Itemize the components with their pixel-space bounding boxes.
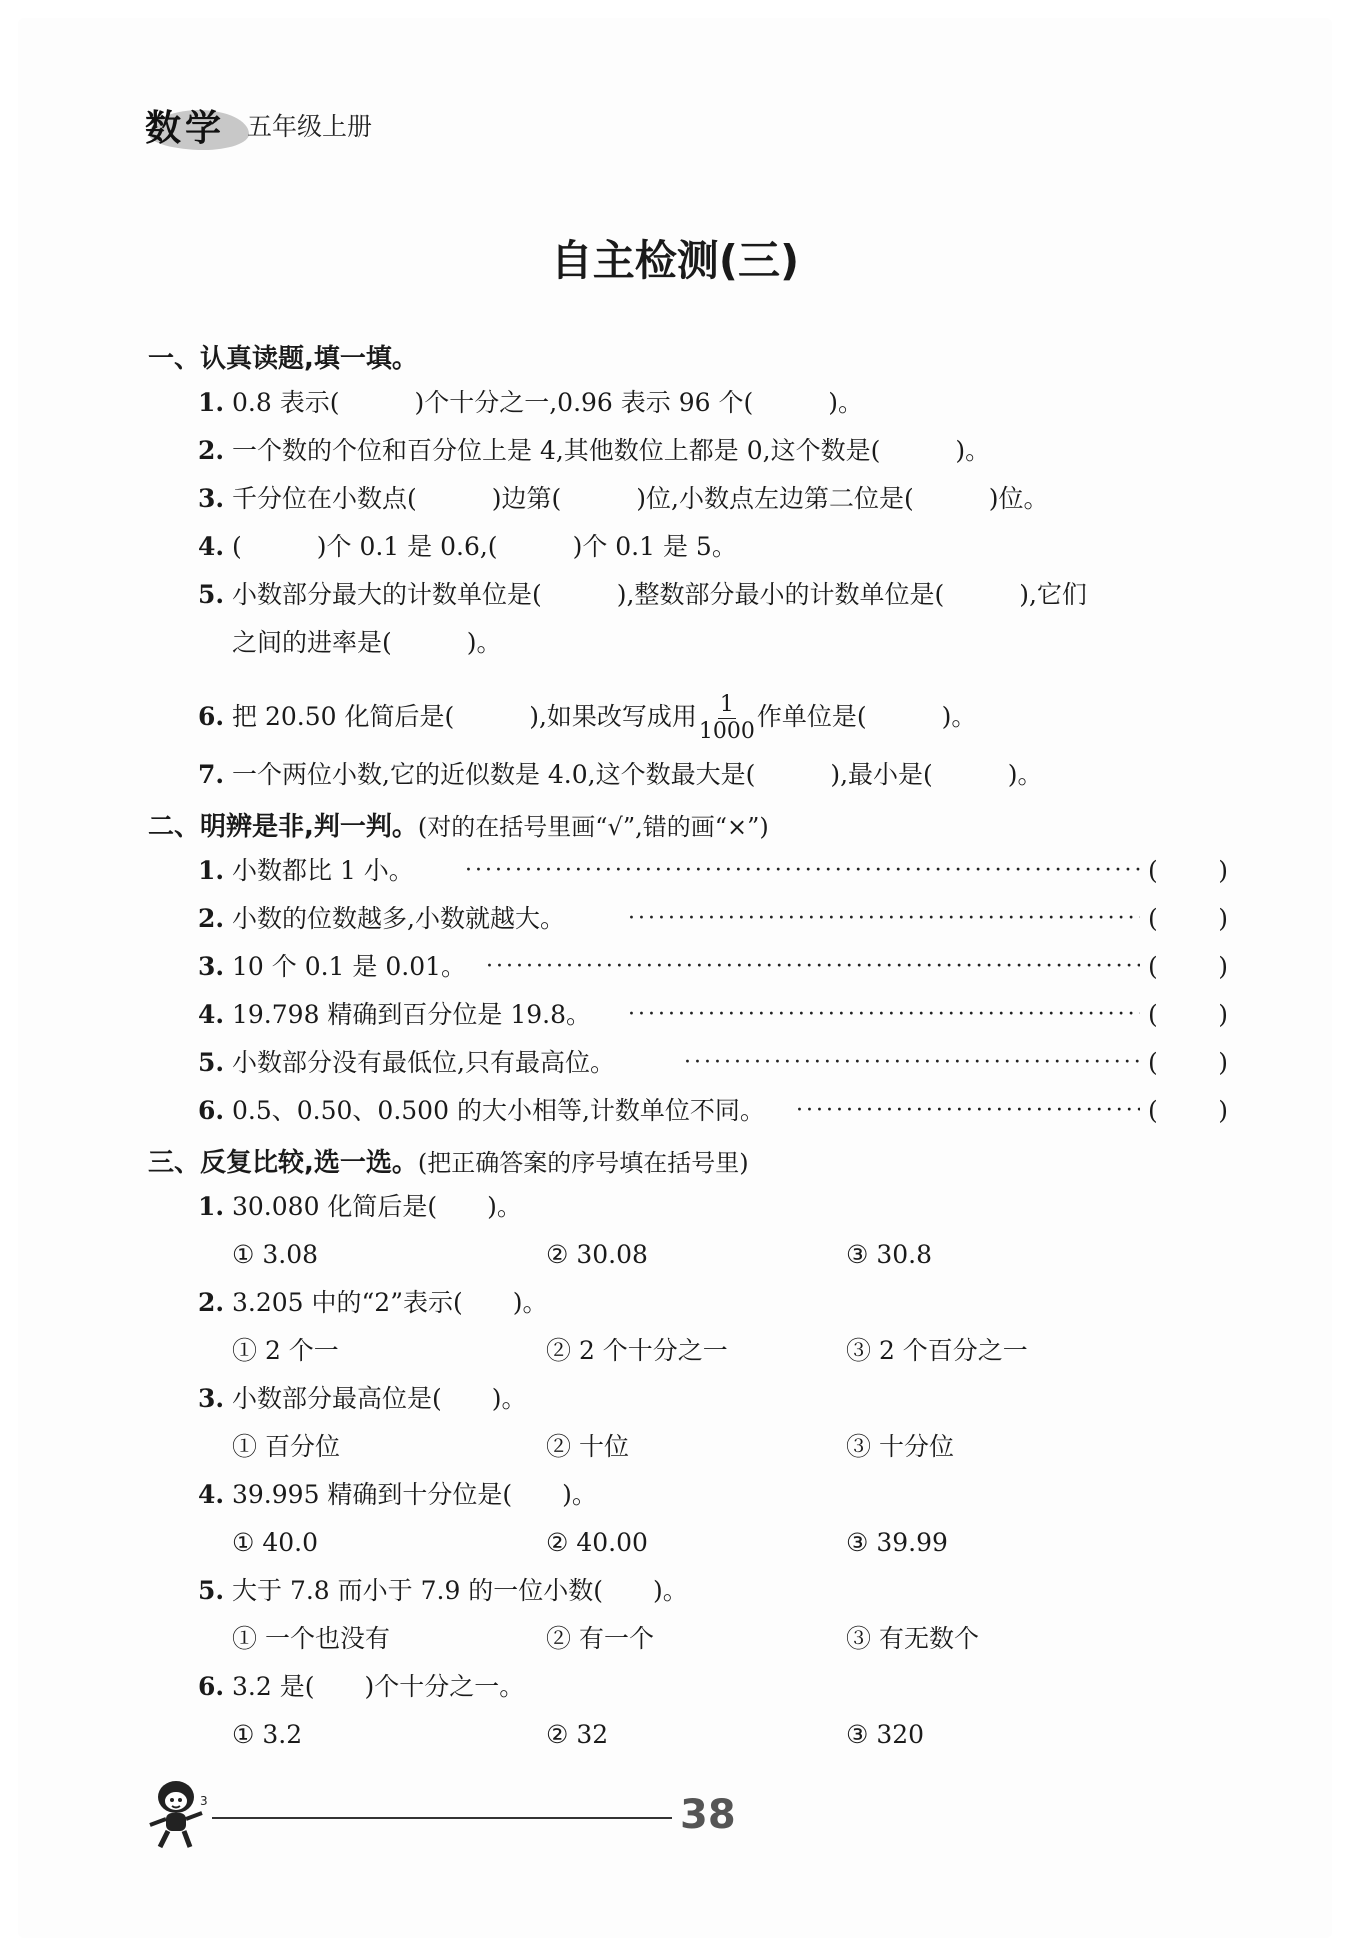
fraction-denominator: 1000 (698, 719, 755, 744)
choice-question-5 (198, 1574, 688, 1608)
question-number: 6. (198, 1096, 225, 1125)
section-heading-true-false (148, 806, 769, 843)
option-1[interactable]: ① 百分位 (232, 1432, 340, 1461)
choice-question-1 (198, 1190, 522, 1224)
answer-parentheses[interactable] (1148, 1094, 1228, 1128)
leader-dots (486, 950, 1140, 984)
option-1[interactable]: ① 一个也没有 (232, 1624, 390, 1653)
fill-question-3 (198, 482, 1048, 516)
leader-dots (628, 998, 1140, 1032)
fill-question-5 (198, 578, 1087, 612)
question-number: 2. (198, 1288, 225, 1317)
question-number: 5. (198, 580, 225, 609)
question-text: 0.8 表示( )个十分之一,0.96 表示 96 个( )。 (232, 388, 863, 417)
question-number: 2. (198, 904, 225, 933)
option-1[interactable]: ① 3.08 (232, 1240, 319, 1269)
leader-dots (465, 854, 1140, 888)
paren-open: ( (1148, 1096, 1158, 1125)
mascot-icon (142, 1775, 212, 1855)
fill-question-7 (198, 758, 1043, 792)
option-1[interactable]: ① 2 个一 (232, 1336, 339, 1365)
question-text: ( )个 0.1 是 0.6,( )个 0.1 是 5。 (232, 532, 737, 561)
footer-rule (212, 1817, 672, 1819)
option-1[interactable]: ① 3.2 (232, 1720, 303, 1749)
judge-question-2 (198, 902, 565, 936)
question-text: 小数部分没有最低位,只有最高位。 (232, 1048, 615, 1077)
section-title: 二、明辨是非,判一判。 (148, 812, 418, 842)
question-number: 3. (198, 484, 225, 513)
section-instruction: (把正确答案的序号填在括号里) (417, 1149, 749, 1177)
question-number: 4. (198, 532, 225, 561)
option-3[interactable]: ③ 有无数个 (846, 1624, 979, 1653)
choice-question-3 (198, 1382, 527, 1416)
question-text: 小数的位数越多,小数就越大。 (232, 904, 565, 933)
question-text: 3.205 中的“2”表示( )。 (232, 1288, 548, 1317)
question-text: 小数部分最高位是( )。 (232, 1384, 527, 1413)
svg-text:3: 3 (200, 1794, 208, 1808)
option-3[interactable]: ③ 十分位 (846, 1432, 954, 1461)
fill-question-5-continued: 之间的进率是( )。 (232, 628, 502, 657)
question-number: 1. (198, 856, 225, 885)
judge-question-5 (198, 1046, 615, 1080)
question-text: 39.995 精确到十分位是( )。 (232, 1480, 597, 1509)
fill-question-2 (198, 434, 990, 468)
book-header (145, 100, 372, 150)
answer-parentheses[interactable] (1148, 998, 1228, 1032)
answer-parentheses[interactable] (1148, 854, 1228, 888)
page-title: 自主检测(三) (550, 236, 800, 285)
question-number: 6. (198, 702, 225, 731)
leader-dots (796, 1094, 1140, 1128)
question-text: 把 20.50 化简后是( ),如果改写成用 (232, 702, 697, 731)
question-text: 19.798 精确到百分位是 19.8。 (232, 1000, 592, 1029)
option-2[interactable]: ② 32 (546, 1720, 609, 1749)
paren-close: ) (1218, 952, 1228, 981)
question-text: 10 个 0.1 是 0.01。 (232, 952, 467, 981)
option-3[interactable]: ③ 30.8 (846, 1240, 933, 1269)
question-number: 3. (198, 952, 225, 981)
grade-label: 五年级上册 (247, 112, 373, 141)
option-2[interactable]: ② 十位 (546, 1432, 629, 1461)
question-text: 30.080 化简后是( )。 (232, 1192, 522, 1221)
question-text: 一个数的个位和百分位上是 4,其他数位上都是 0,这个数是( )。 (232, 436, 991, 465)
fraction-numerator: 1 (719, 692, 734, 717)
paren-open: ( (1148, 952, 1158, 981)
question-number: 3. (198, 1384, 225, 1413)
leader-dots (684, 1046, 1140, 1080)
paren-open: ( (1148, 904, 1158, 933)
option-3[interactable]: ③ 39.99 (846, 1528, 948, 1557)
judge-question-3 (198, 950, 466, 984)
choice-question-2 (198, 1286, 548, 1320)
question-number: 2. (198, 436, 225, 465)
subject-label: 数学 (145, 107, 226, 149)
question-number: 1. (198, 1192, 225, 1221)
question-text: 一个两位小数,它的近似数是 4.0,这个数最大是( ),最小是( )。 (232, 760, 1043, 789)
question-number: 6. (198, 1672, 225, 1701)
paren-close: ) (1218, 1048, 1228, 1077)
section-title: 三、反复比较,选一选。 (148, 1148, 418, 1178)
choice-question-4 (198, 1478, 597, 1512)
answer-parentheses[interactable] (1148, 902, 1228, 936)
question-text: 小数部分最大的计数单位是( ),整数部分最小的计数单位是( ),它们 (232, 580, 1087, 609)
fill-question-1 (198, 386, 863, 420)
judge-question-1 (198, 854, 414, 888)
question-text: 千分位在小数点( )边第( )位,小数点左边第二位是( )位。 (232, 484, 1049, 513)
option-1[interactable]: ① 40.0 (232, 1528, 319, 1557)
choice-question-6 (198, 1670, 524, 1704)
answer-parentheses[interactable] (1148, 950, 1228, 984)
option-3[interactable]: ③ 2 个百分之一 (846, 1336, 1028, 1365)
judge-question-6 (198, 1094, 765, 1128)
paren-close: ) (1218, 1096, 1228, 1125)
fill-question-4 (198, 530, 737, 564)
section-instruction: (对的在括号里画“√”,错的画“×”) (417, 813, 769, 841)
option-2[interactable]: ② 30.08 (546, 1240, 648, 1269)
judge-question-4 (198, 998, 591, 1032)
fraction-one-thousandth (699, 692, 755, 745)
option-2[interactable]: ② 有一个 (546, 1624, 654, 1653)
question-text-end: 作单位是( )。 (756, 702, 977, 731)
question-number: 1. (198, 388, 225, 417)
question-text: 3.2 是( )个十分之一。 (232, 1672, 525, 1701)
page-number: 38 (680, 1792, 736, 1838)
question-text: 大于 7.8 而小于 7.9 的一位小数( )。 (232, 1576, 688, 1605)
option-3[interactable]: ③ 320 (846, 1720, 925, 1749)
section-heading-fill-in: 一、认真读题,填一填。 (148, 344, 418, 374)
question-number: 7. (198, 760, 225, 789)
question-text: 0.5、0.50、0.500 的大小相等,计数单位不同。 (232, 1096, 765, 1125)
paren-close: ) (1218, 904, 1228, 933)
fill-question-6 (198, 692, 976, 745)
question-number: 5. (198, 1576, 225, 1605)
question-number: 5. (198, 1048, 225, 1077)
paren-close: ) (1218, 856, 1228, 885)
question-text: 小数都比 1 小。 (232, 856, 414, 885)
option-2[interactable]: ② 40.00 (546, 1528, 648, 1557)
section-heading-multiple-choice (148, 1142, 749, 1179)
question-number: 4. (198, 1480, 225, 1509)
option-2[interactable]: ② 2 个十分之一 (546, 1336, 728, 1365)
paren-open: ( (1148, 1000, 1158, 1029)
question-number: 4. (198, 1000, 225, 1029)
paren-open: ( (1148, 856, 1158, 885)
paren-open: ( (1148, 1048, 1158, 1077)
paren-close: ) (1218, 1000, 1228, 1029)
leader-dots (628, 902, 1140, 936)
answer-parentheses[interactable] (1148, 1046, 1228, 1080)
